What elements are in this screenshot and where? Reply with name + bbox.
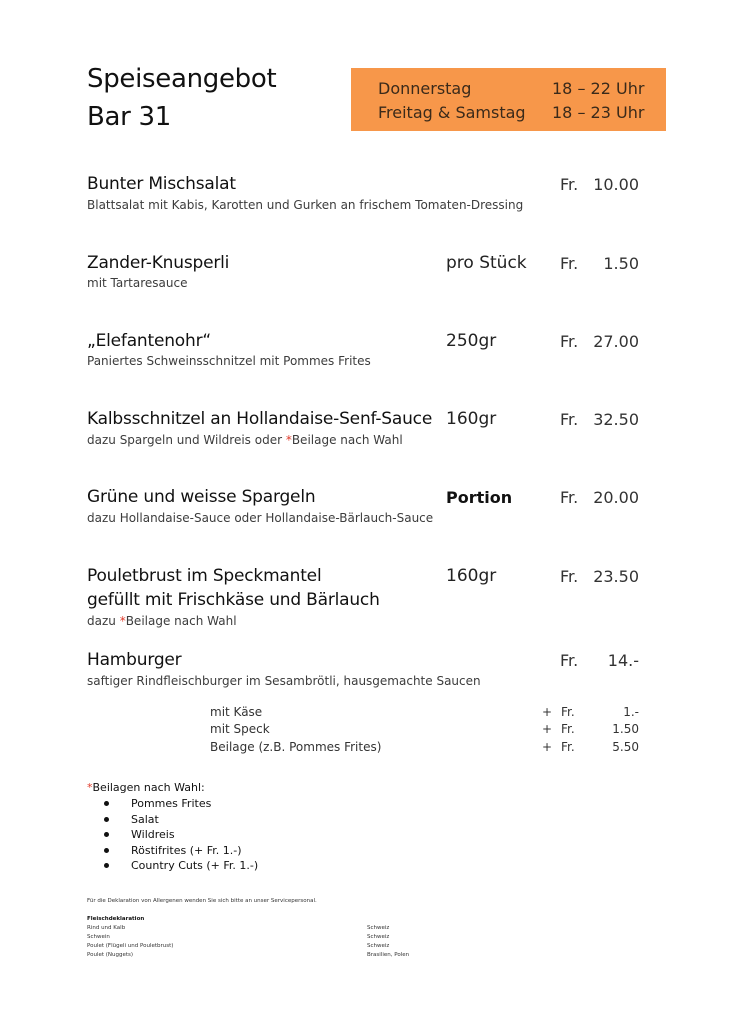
list-item: Wildreis	[87, 827, 258, 843]
menu-item-quantity: 250gr	[446, 331, 497, 351]
currency-label: Fr.	[560, 175, 579, 194]
currency-label: Fr.	[560, 488, 579, 507]
addon-currency: Fr.	[561, 740, 575, 754]
menu-item-quantity: Portion	[446, 488, 513, 507]
bullet-icon	[104, 848, 109, 853]
list-item: Pommes Frites	[87, 796, 258, 812]
menu-item-price: 1.50	[603, 254, 639, 273]
addon-price: 5.50	[612, 740, 639, 754]
addon-plus: +	[542, 722, 553, 736]
bullet-icon	[104, 863, 109, 868]
hours-time: 18 – 22 Uhr	[552, 79, 645, 98]
menu-item-price: 23.50	[593, 567, 639, 586]
page-title: Speiseangebot	[87, 64, 277, 94]
menu-item-name: Pouletbrust im Speckmantel	[87, 566, 322, 586]
menu-item-description: saftiger Rindfleischburger im Sesambrötli, hausgemachte Saucen	[87, 674, 481, 688]
menu-item-name: Hamburger	[87, 650, 182, 670]
menu-item-name: Kalbsschnitzel an Hollandaise-Senf-Sauce	[87, 409, 433, 429]
addon-price: 1.50	[612, 722, 639, 736]
side-dish-marker: *	[87, 781, 93, 794]
menu-item-quantity: 160gr	[446, 409, 497, 429]
menu-item-name: Grüne und weisse Spargeln	[87, 487, 316, 507]
menu-item-description: Paniertes Schweinsschnitzel mit Pommes Frites	[87, 354, 371, 368]
currency-label: Fr.	[560, 567, 579, 586]
meat-type: Rind und Kalb	[87, 925, 126, 931]
menu-item-name: „Elefantenohr“	[87, 331, 211, 351]
addon-label: mit Speck	[210, 722, 270, 736]
menu-item-price: 32.50	[593, 410, 639, 429]
addon-currency: Fr.	[561, 722, 575, 736]
addon-label: mit Käse	[210, 705, 263, 719]
menu-item-description: dazu Hollandaise-Sauce oder Hollandaise-Bärlauch-Sauce	[87, 511, 434, 525]
side-dish-marker: *	[285, 433, 292, 447]
addon-plus: +	[542, 740, 553, 754]
menu-item-price: 14.-	[607, 651, 639, 670]
meat-type: Poulet (Nuggets)	[87, 952, 134, 958]
side-dishes-title: *Beilagen nach Wahl:	[87, 781, 205, 794]
currency-label: Fr.	[560, 254, 579, 273]
meat-type: Schwein	[87, 934, 110, 940]
list-item: Country Cuts (+ Fr. 1.-)	[87, 858, 258, 874]
menu-item-price: 27.00	[593, 332, 639, 351]
meat-origin: Schweiz	[367, 925, 390, 931]
currency-label: Fr.	[560, 410, 579, 429]
menu-item-description: dazu Spargeln und Wildreis oder *Beilage nach Wahl	[87, 433, 403, 447]
meat-origin: Brasilien, Polen	[367, 952, 410, 958]
list-item: Röstifrites (+ Fr. 1.-)	[87, 843, 258, 859]
menu-item-name: Zander-Knusperli	[87, 253, 230, 273]
meat-declaration-title: Fleischdeklaration	[87, 916, 145, 922]
hours-day: Freitag & Samstag	[378, 103, 526, 122]
menu-item-quantity: pro Stück	[446, 253, 527, 273]
menu-item-name: Bunter Mischsalat	[87, 174, 236, 194]
menu-item-description: dazu *Beilage nach Wahl	[87, 614, 237, 628]
menu-item-name-line2: gefüllt mit Frischkäse und Bärlauch	[87, 590, 380, 610]
opening-hours-box	[351, 68, 666, 131]
menu-item-price: 20.00	[593, 488, 639, 507]
menu-item-description: mit Tartaresauce	[87, 276, 188, 290]
page-subtitle: Bar 31	[87, 102, 172, 132]
meat-origin: Schweiz	[367, 943, 390, 949]
allergen-note: Für die Deklaration von Allergenen wenden Sie sich bitte an unser Servicepersonal.	[87, 898, 317, 904]
hours-day: Donnerstag	[378, 79, 472, 98]
bullet-icon	[104, 817, 109, 822]
meat-origin: Schweiz	[367, 934, 390, 940]
addon-currency: Fr.	[561, 705, 575, 719]
meat-type: Poulet (Flügeli und Pouletbrust)	[87, 943, 174, 949]
side-dishes-list	[87, 796, 258, 874]
menu-item-price: 10.00	[593, 175, 639, 194]
currency-label: Fr.	[560, 332, 579, 351]
addon-plus: +	[542, 705, 553, 719]
side-dish-marker: *	[119, 614, 126, 628]
addon-label: Beilage (z.B. Pommes Frites)	[210, 740, 382, 754]
menu-item-quantity: 160gr	[446, 566, 497, 586]
addon-price: 1.-	[623, 705, 639, 719]
bullet-icon	[104, 832, 109, 837]
hours-time: 18 – 23 Uhr	[552, 103, 645, 122]
currency-label: Fr.	[560, 651, 579, 670]
bullet-icon	[104, 801, 109, 806]
list-item: Salat	[87, 812, 258, 828]
menu-item-description: Blattsalat mit Kabis, Karotten und Gurken an frischem Tomaten-Dressing	[87, 198, 524, 212]
